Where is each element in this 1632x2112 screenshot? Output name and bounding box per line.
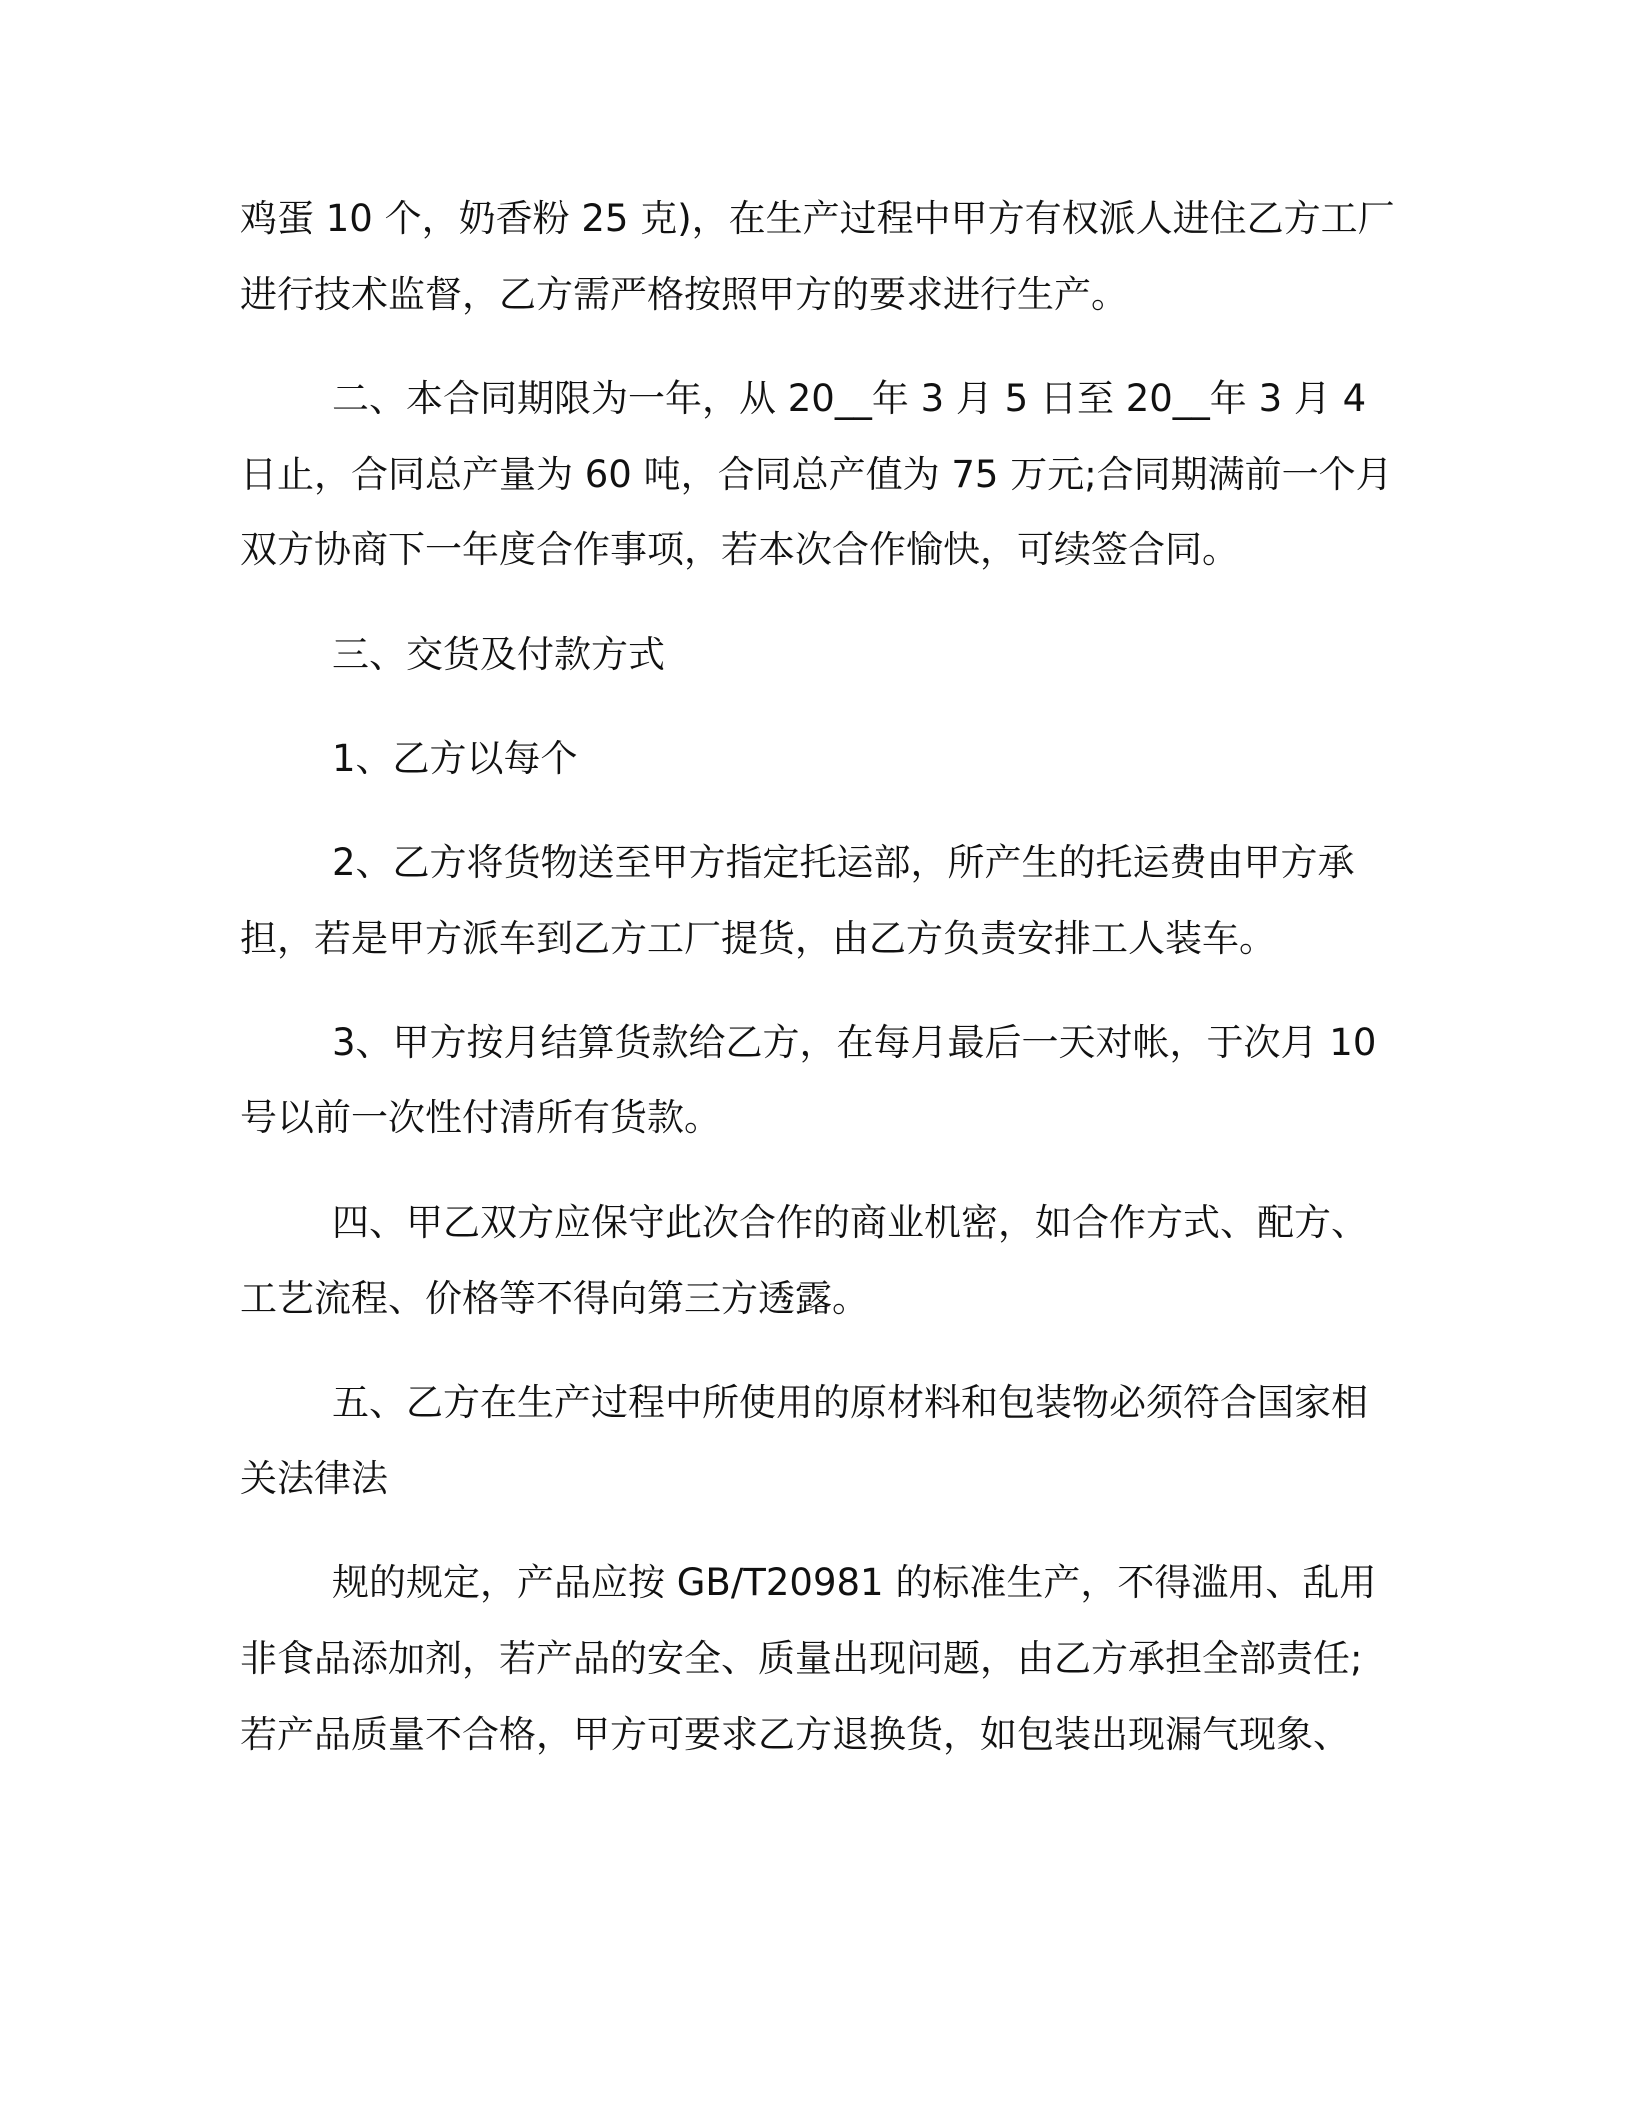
text-line: 规的规定，产品应按 GB/T20981 的标准生产，不得滥用、乱用	[332, 1561, 1377, 1604]
text-line: 关法律法	[240, 1457, 388, 1500]
text-line: 工艺流程、价格等不得向第三方透露。	[240, 1277, 869, 1320]
text-line: 日止，合同总产量为 60 吨，合同总产值为 75 万元;合同期满前一个月	[240, 453, 1393, 496]
text-line: 三、交货及付款方式	[332, 633, 665, 676]
text-line: 担，若是甲方派车到乙方工厂提货，由乙方负责安排工人装车。	[240, 917, 1276, 960]
text-line: 1、乙方以每个	[332, 737, 578, 780]
text-line: 若产品质量不合格，甲方可要求乙方退换货，如包装出现漏气现象、	[240, 1713, 1350, 1756]
text-line: 3、甲方按月结算货款给乙方，在每月最后一天对帐，于次月 10	[332, 1021, 1377, 1064]
text-line: 号以前一次性付清所有货款。	[240, 1096, 721, 1139]
text-line: 五、乙方在生产过程中所使用的原材料和包装物必须符合国家相	[332, 1381, 1368, 1424]
text-line: 双方协商下一年度合作事项，若本次合作愉快，可续签合同。	[240, 528, 1239, 571]
text-line: 四、甲乙双方应保守此次合作的商业机密，如合作方式、配方、	[332, 1201, 1368, 1244]
text-line: 2、乙方将货物送至甲方指定托运部，所产生的托运费由甲方承	[332, 841, 1355, 884]
text-line: 非食品添加剂，若产品的安全、质量出现问题，由乙方承担全部责任;	[240, 1637, 1363, 1680]
text-line: 进行技术监督，乙方需严格按照甲方的要求进行生产。	[240, 273, 1128, 316]
text-line: 鸡蛋 10 个，奶香粉 25 克)，在生产过程中甲方有权派人进住乙方工厂	[240, 197, 1395, 240]
text-line: 二、本合同期限为一年，从 20__年 3 月 5 日至 20__年 3 月 4	[332, 377, 1367, 420]
